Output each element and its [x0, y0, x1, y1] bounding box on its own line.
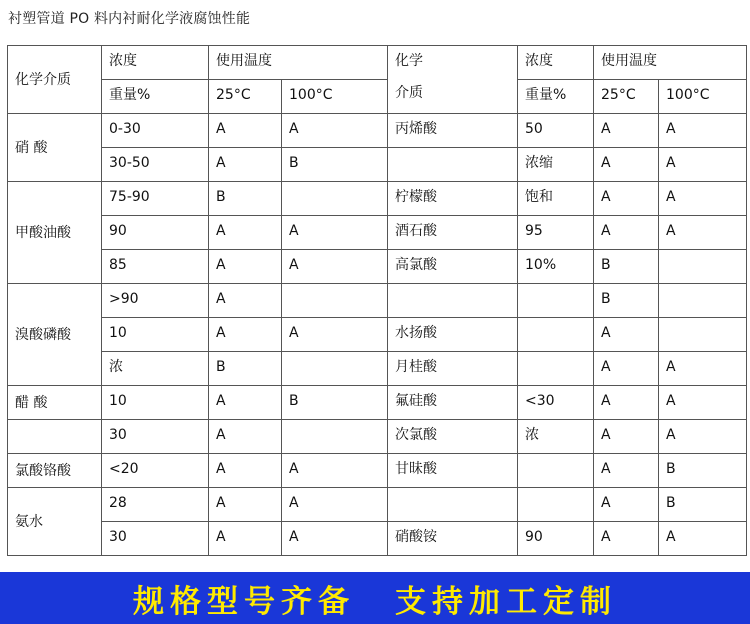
rating-25c-cell-right: A	[594, 114, 659, 148]
rating-25c-cell-right: A	[594, 420, 659, 454]
rating-25c-cell-right: A	[594, 522, 659, 556]
rating-100c-cell	[282, 284, 388, 318]
rating-100c-cell: B	[282, 386, 388, 420]
concentration-cell: 10	[102, 386, 209, 420]
header-temp: 使用温度	[209, 46, 388, 80]
medium-name-right: 甘昧酸	[388, 454, 518, 488]
medium-name-right: 次氯酸	[388, 420, 518, 454]
rating-25c-cell: A	[209, 488, 282, 522]
concentration-cell: >90	[102, 284, 209, 318]
rating-25c-cell: A	[209, 454, 282, 488]
table-row	[8, 386, 747, 420]
concentration-cell-right	[518, 488, 594, 522]
medium-name-right: 硝酸铵	[388, 522, 518, 556]
rating-25c-cell: A	[209, 386, 282, 420]
rating-25c-cell: A	[209, 216, 282, 250]
rating-25c-cell-right: A	[594, 216, 659, 250]
concentration-cell-right	[518, 352, 594, 386]
concentration-cell-right	[518, 284, 594, 318]
header-25c-2: 25°C	[594, 80, 659, 114]
medium-name	[8, 420, 102, 454]
rating-25c-cell-right: A	[594, 182, 659, 216]
concentration-cell: 0-30	[102, 114, 209, 148]
rating-100c-cell: A	[282, 216, 388, 250]
rating-100c-cell-right: A	[659, 148, 747, 182]
rating-25c-cell: A	[209, 318, 282, 352]
medium-name-right: 酒石酸	[388, 216, 518, 250]
concentration-cell-right: 浓	[518, 420, 594, 454]
medium-name: 氯酸铬酸	[8, 454, 102, 488]
medium-name-right	[388, 488, 518, 522]
rating-25c-cell: A	[209, 522, 282, 556]
rating-100c-cell	[282, 182, 388, 216]
rating-25c-cell-right: A	[594, 386, 659, 420]
medium-name: 醋 酸	[8, 386, 102, 420]
concentration-cell: 90	[102, 216, 209, 250]
medium-name-right: 高氯酸	[388, 250, 518, 284]
banner-left-text: 规格型号齐备	[133, 583, 355, 620]
table-row	[8, 148, 747, 182]
header-weight-2: 重量%	[518, 80, 594, 114]
rating-25c-cell-right: B	[594, 284, 659, 318]
rating-100c-cell: A	[282, 454, 388, 488]
concentration-cell: 浓	[102, 352, 209, 386]
concentration-cell: 10	[102, 318, 209, 352]
concentration-cell: 75-90	[102, 182, 209, 216]
concentration-cell: 28	[102, 488, 209, 522]
promo-banner	[0, 572, 750, 624]
concentration-cell-right: <30	[518, 386, 594, 420]
concentration-cell-right	[518, 454, 594, 488]
rating-25c-cell: A	[209, 148, 282, 182]
page-title: 衬塑管道 PO 料内衬耐化学液腐蚀性能	[8, 11, 251, 27]
rating-100c-cell	[282, 352, 388, 386]
rating-25c-cell-right: A	[594, 352, 659, 386]
header-100c-2: 100°C	[659, 80, 747, 114]
medium-name: 氨水	[8, 488, 102, 556]
rating-25c-cell: A	[209, 420, 282, 454]
table-row	[8, 454, 747, 488]
header-medium-2-line1: 化学	[395, 53, 423, 69]
concentration-cell: 85	[102, 250, 209, 284]
medium-name: 溴酸磷酸	[8, 284, 102, 386]
medium-name-right: 水扬酸	[388, 318, 518, 352]
medium-name: 硝 酸	[8, 114, 102, 182]
concentration-cell-right: 浓缩	[518, 148, 594, 182]
corrosion-table	[7, 45, 747, 556]
rating-25c-cell: A	[209, 114, 282, 148]
header-25c: 25°C	[209, 80, 282, 114]
table-row	[8, 216, 747, 250]
concentration-cell-right: 90	[518, 522, 594, 556]
concentration-cell-right: 饱和	[518, 182, 594, 216]
rating-100c-cell-right	[659, 250, 747, 284]
medium-name-right: 月桂酸	[388, 352, 518, 386]
table-row	[8, 488, 747, 522]
concentration-cell: 30	[102, 522, 209, 556]
rating-100c-cell-right: A	[659, 420, 747, 454]
rating-25c-cell: A	[209, 284, 282, 318]
rating-100c-cell-right: A	[659, 522, 747, 556]
header-medium: 化学介质	[8, 46, 102, 114]
rating-100c-cell-right: B	[659, 488, 747, 522]
medium-name-right: 丙烯酸	[388, 114, 518, 148]
rating-25c-cell-right: A	[594, 148, 659, 182]
table-row	[8, 284, 747, 318]
table-row	[8, 522, 747, 556]
header-temp-2: 使用温度	[594, 46, 747, 80]
header-conc: 浓度	[102, 46, 209, 80]
table-row	[8, 420, 747, 454]
banner-right-text: 支持加工定制	[395, 583, 617, 620]
header-medium-2-line2: 介质	[395, 85, 423, 101]
rating-100c-cell: A	[282, 318, 388, 352]
rating-100c-cell: A	[282, 114, 388, 148]
header-medium-2	[388, 46, 518, 114]
table-row	[8, 114, 747, 148]
rating-100c-cell: A	[282, 522, 388, 556]
medium-name-right	[388, 284, 518, 318]
concentration-cell-right	[518, 318, 594, 352]
rating-25c-cell-right: A	[594, 488, 659, 522]
rating-100c-cell-right: A	[659, 352, 747, 386]
concentration-cell-right: 10%	[518, 250, 594, 284]
header-100c: 100°C	[282, 80, 388, 114]
rating-25c-cell: A	[209, 250, 282, 284]
concentration-cell-right: 50	[518, 114, 594, 148]
rating-100c-cell-right: A	[659, 182, 747, 216]
rating-25c-cell-right: A	[594, 318, 659, 352]
concentration-cell: <20	[102, 454, 209, 488]
rating-100c-cell-right	[659, 284, 747, 318]
table-row	[8, 182, 747, 216]
concentration-cell-right: 95	[518, 216, 594, 250]
concentration-cell: 30-50	[102, 148, 209, 182]
header-row-1	[8, 46, 747, 80]
rating-100c-cell-right: A	[659, 386, 747, 420]
rating-100c-cell-right: B	[659, 454, 747, 488]
rating-25c-cell: B	[209, 182, 282, 216]
table-row	[8, 250, 747, 284]
medium-name: 甲酸油酸	[8, 182, 102, 284]
table-row	[8, 318, 747, 352]
header-weight: 重量%	[102, 80, 209, 114]
table-row	[8, 352, 747, 386]
medium-name-right: 柠檬酸	[388, 182, 518, 216]
rating-100c-cell-right: A	[659, 114, 747, 148]
header-row-2	[8, 80, 747, 114]
rating-100c-cell: A	[282, 488, 388, 522]
rating-100c-cell-right	[659, 318, 747, 352]
rating-25c-cell-right: B	[594, 250, 659, 284]
rating-100c-cell: B	[282, 148, 388, 182]
rating-100c-cell-right: A	[659, 216, 747, 250]
concentration-cell: 30	[102, 420, 209, 454]
header-conc-2: 浓度	[518, 46, 594, 80]
medium-name-right: 氟硅酸	[388, 386, 518, 420]
medium-name-right	[388, 148, 518, 182]
rating-25c-cell: B	[209, 352, 282, 386]
rating-25c-cell-right: A	[594, 454, 659, 488]
rating-100c-cell: A	[282, 250, 388, 284]
rating-100c-cell	[282, 420, 388, 454]
